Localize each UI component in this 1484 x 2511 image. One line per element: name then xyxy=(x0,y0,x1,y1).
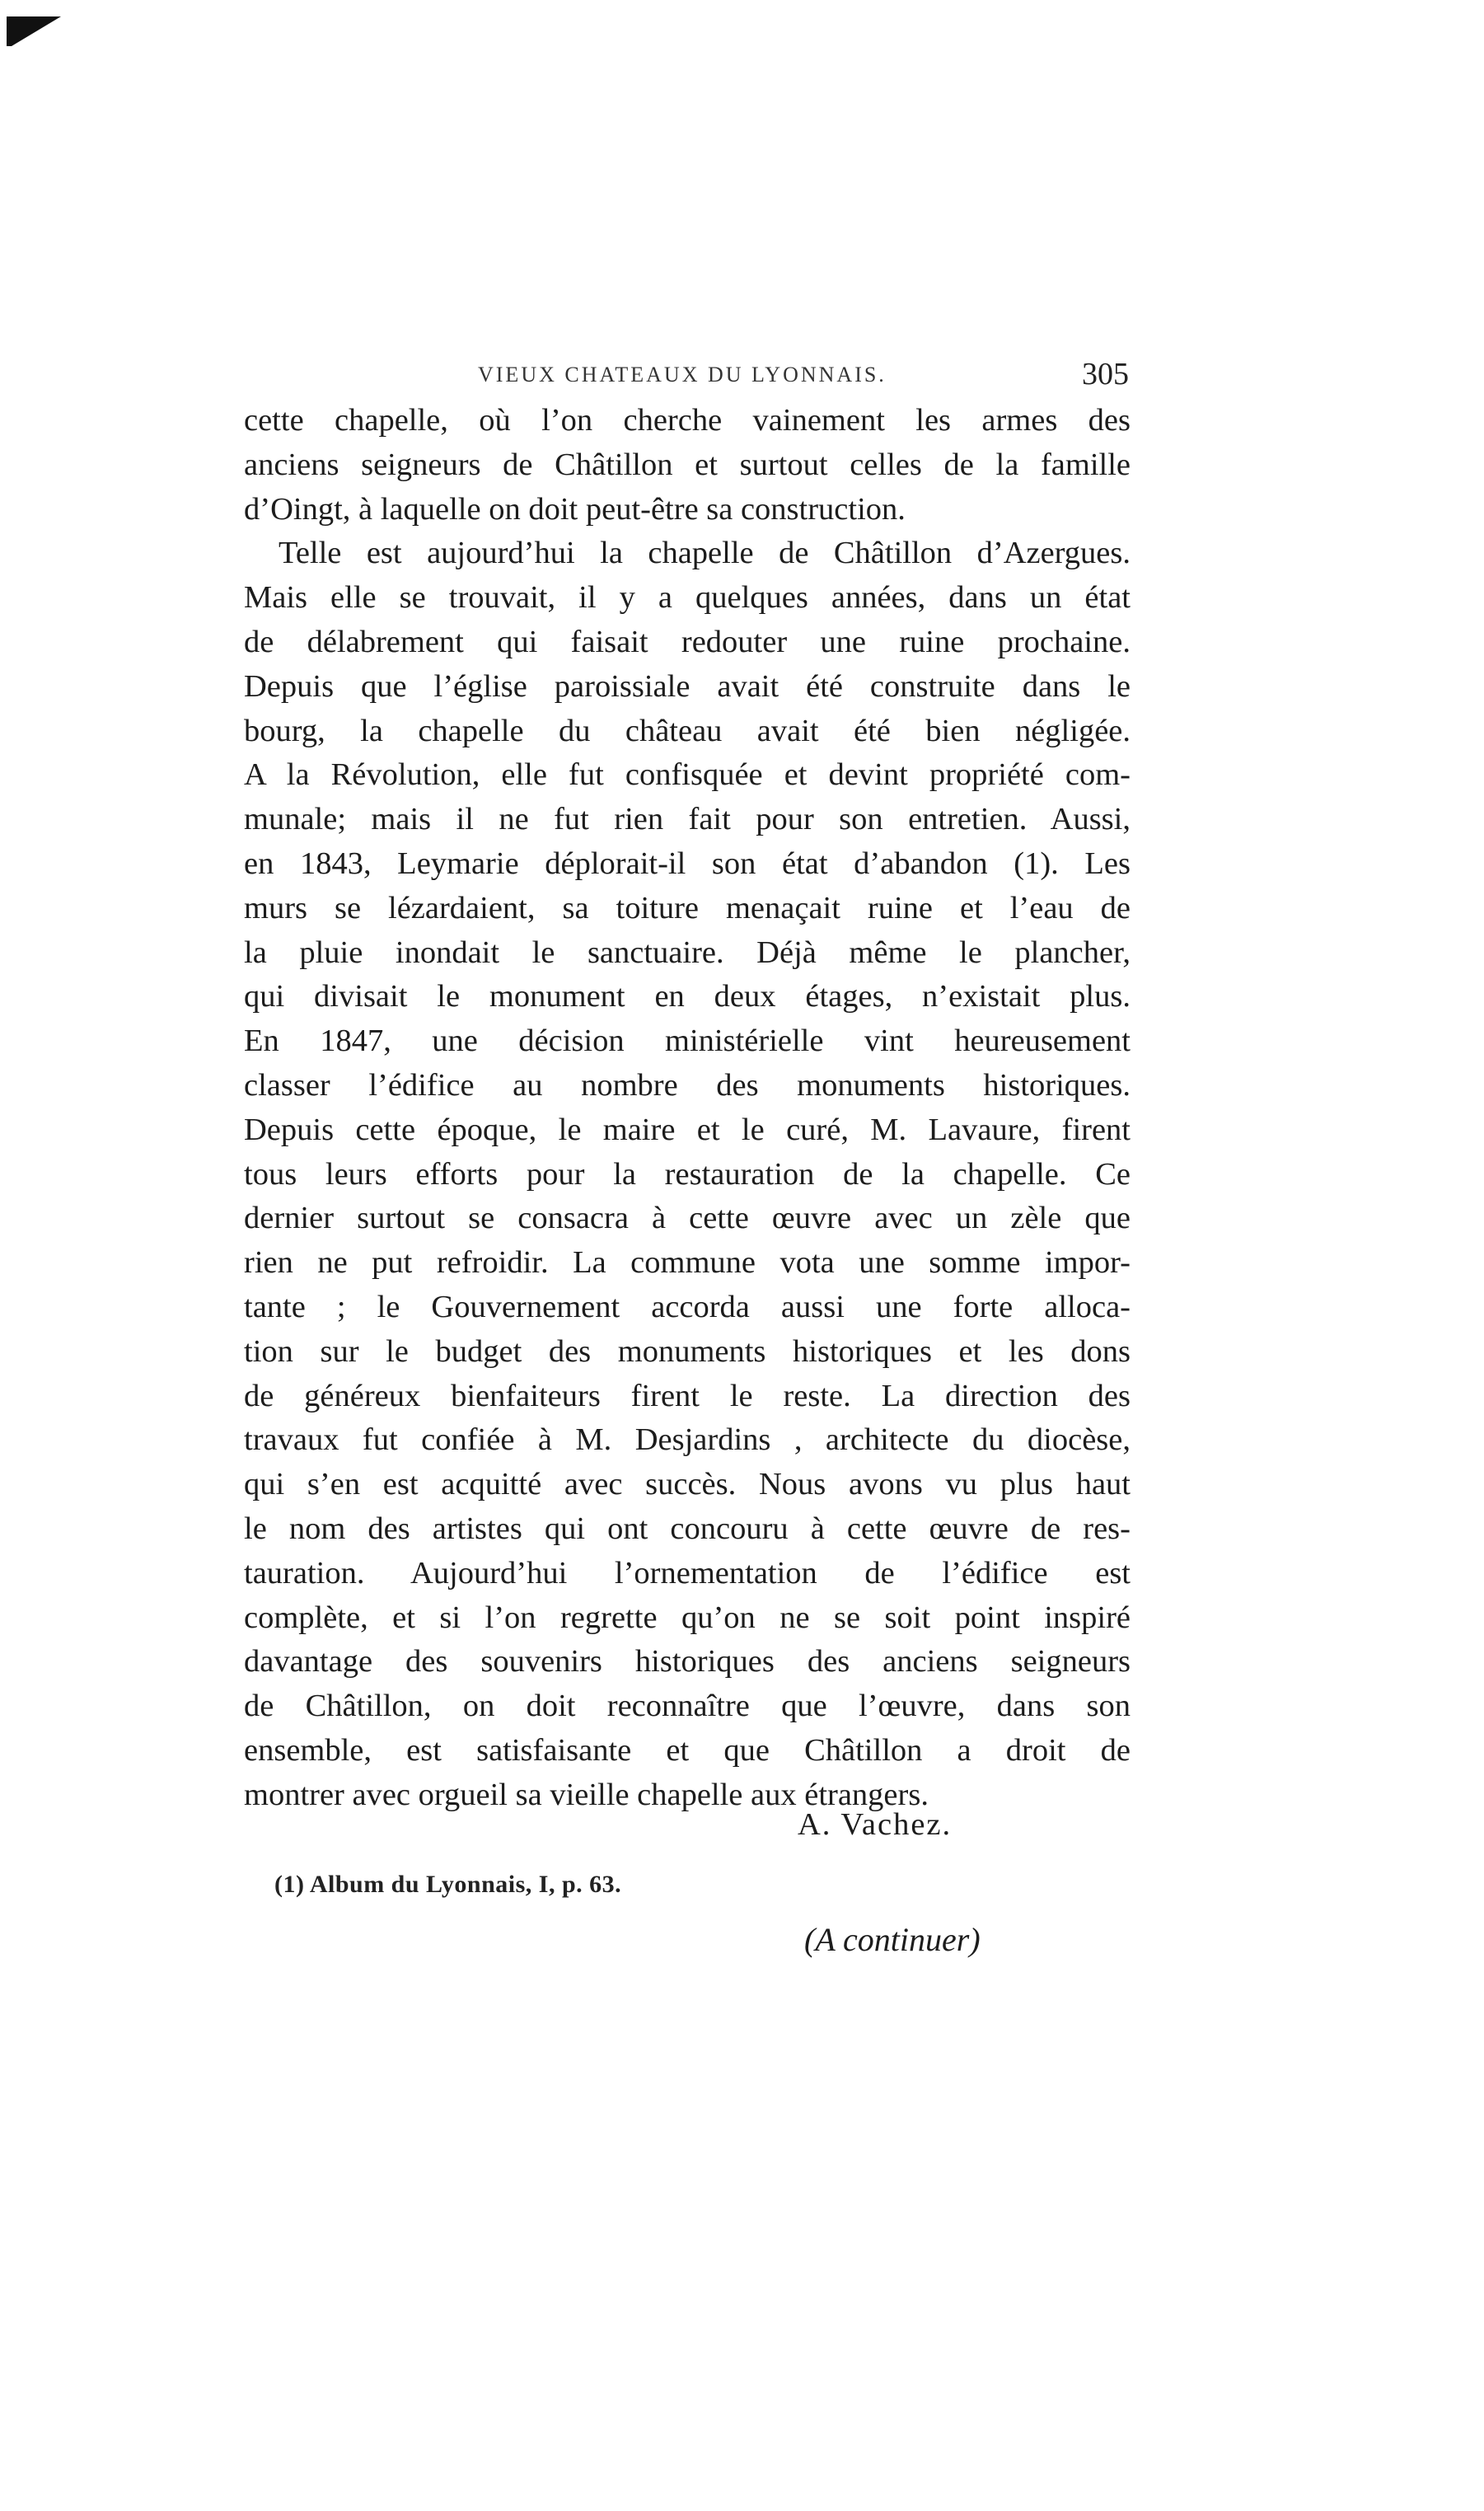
text-line: davantage des souvenirs historiques des anciens seigneurs xyxy=(244,1644,1131,1679)
text-line: anciens seigneurs de Châtillon et surtout celles de la famille xyxy=(244,447,1131,482)
text-line: complète, et si l’on regrette qu’on ne se soit point inspiré xyxy=(244,1600,1131,1635)
corner-mark xyxy=(7,16,61,46)
continuation-note: (A continuer) xyxy=(804,1921,981,1958)
text-line: ensemble, est satisfaisante et que Châtillon a droit de xyxy=(244,1732,1131,1768)
text-line: cette chapelle, où l’on cherche vainement les armes des xyxy=(244,403,1131,438)
text-line: murs se lézardaient, sa toiture menaçait ruine et l’eau de xyxy=(244,890,1131,925)
text-line: travaux fut confiée à M. Desjardins , architecte du diocèse, xyxy=(244,1422,1131,1458)
text-line: tous leurs efforts pour la restauration de la chapelle. Ce xyxy=(244,1156,1131,1192)
text-line: Telle est aujourd’hui la chapelle de Châtillon d’Azergues. xyxy=(279,536,1131,571)
text-line: dernier surtout se consacra à cette œuvre avec un zèle que xyxy=(244,1201,1131,1236)
text-line: Depuis que l’église paroissiale avait été construite dans le xyxy=(244,668,1131,704)
text-line: tion sur le budget des monuments historiques et les dons xyxy=(244,1333,1131,1369)
text-line: munale; mais il ne fut rien fait pour son entretien. Aussi, xyxy=(244,802,1131,837)
author-signature: A. Vachez. xyxy=(798,1807,953,1842)
text-line: tauration. Aujourd’hui l’ornementation de l’édifice est xyxy=(244,1555,1131,1590)
text-line: d’Oingt, à laquelle on doit peut-être sa construction. xyxy=(244,491,906,527)
text-line: tante ; le Gouvernement accorda aussi une forte alloca- xyxy=(244,1289,1131,1324)
text-line: Mais elle se trouvait, il y a quelques années, dans un état xyxy=(244,580,1131,616)
text-line: A la Révolution, elle fut confisquée et devint propriété com- xyxy=(244,757,1131,793)
text-line: la pluie inondait le sanctuaire. Déjà même le plancher, xyxy=(244,935,1131,970)
text-line: rien ne put refroidir. La commune vota une somme impor- xyxy=(244,1245,1131,1281)
text-line: de Châtillon, on doit reconnaître que l’œuvre, dans son xyxy=(244,1689,1131,1724)
text-line: de généreux bienfaiteurs firent le reste. La direction des xyxy=(244,1378,1131,1413)
text-line: qui s’en est acquitté avec succès. Nous avons vu plus haut xyxy=(244,1467,1131,1502)
text-line: En 1847, une décision ministérielle vint heureusement xyxy=(244,1024,1131,1059)
text-line: montrer avec orgueil sa vieille chapelle aux étrangers. xyxy=(244,1777,929,1812)
running-head: VIEUX CHATEAUX DU LYONNAIS. xyxy=(478,363,887,386)
text-line: classer l’édifice au nombre des monuments historiques. xyxy=(244,1067,1131,1103)
text-line: bourg, la chapelle du château avait été bien négligée. xyxy=(244,713,1131,748)
text-line: en 1843, Leymarie déplorait-il son état d’abandon (1). Les xyxy=(244,846,1131,881)
text-line: le nom des artistes qui ont concouru à cette œuvre de res- xyxy=(244,1511,1131,1546)
footnote: (1) Album du Lyonnais, I, p. 63. xyxy=(274,1871,622,1898)
text-line: Depuis cette époque, le maire et le curé, M. Lavaure, firent xyxy=(244,1112,1131,1147)
page-header xyxy=(247,357,1162,404)
text-line: de délabrement qui faisait redouter une ruine prochaine. xyxy=(244,624,1131,659)
text-line: qui divisait le monument en deux étages, n’existait plus. xyxy=(244,979,1131,1014)
page-number: 305 xyxy=(1082,357,1129,391)
body-text xyxy=(244,399,1131,1818)
